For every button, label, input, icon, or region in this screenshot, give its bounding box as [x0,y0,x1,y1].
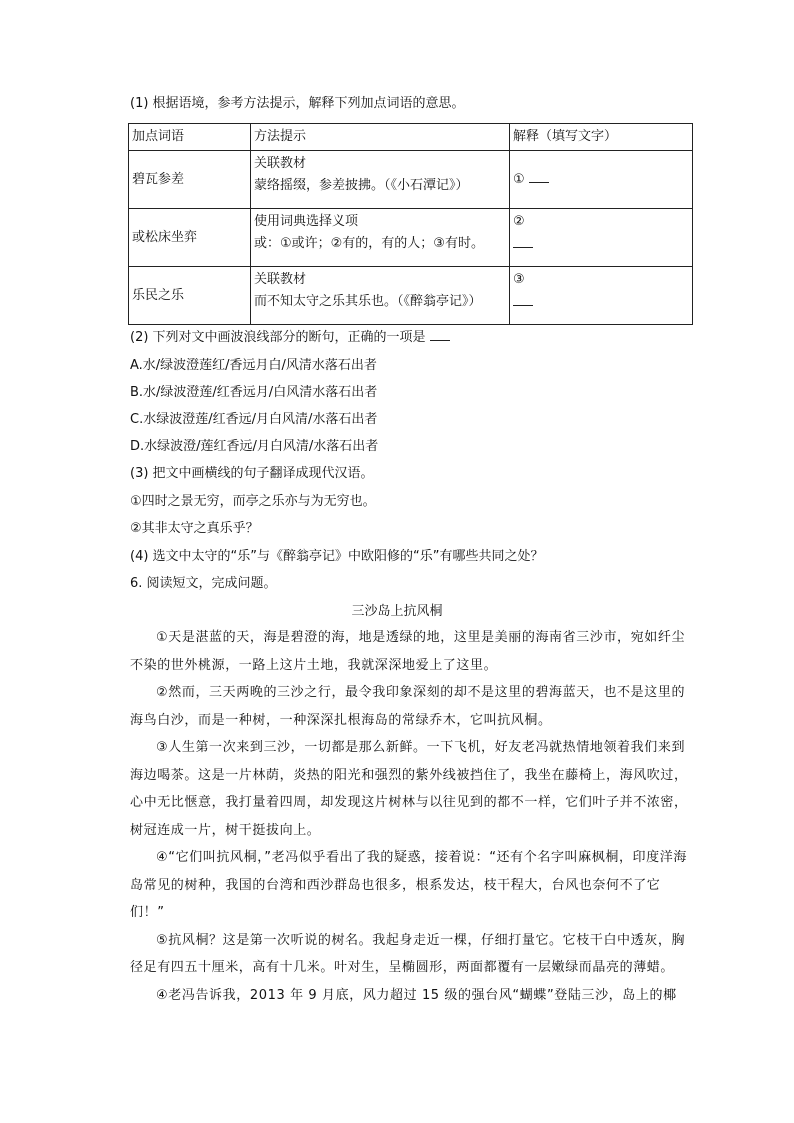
question-4-prompt: (4) 选文中太守的“乐”与《醉翁亭记》中欧阳修的“乐”有哪些共同之处？ [130,549,544,564]
answer-number: ① [513,171,525,187]
article-paragraph: ①天是湛蓝的天，海是碧澄的海，地是透绿的地，这里是美丽的海南省三沙市，宛如纤尘不染的世外桃源，一路上这片土地，我就深深地爱上了这里。 [130,630,686,673]
option-b: B.水/绿波澄莲/红香远月/白风清水落石出者 [130,385,378,400]
hint-example: 蒙络摇缀，参差披拂。（《小石潭记》） [254,178,469,193]
answer-number: ③ [513,272,525,287]
hint-method: 关联教材 [254,156,307,171]
table-hint-cell [251,151,510,209]
article-paragraph: ③人生第一次来到三沙，一切都是那么新鲜。一下飞机，好友老冯就热情地领着我们来到海边喝茶。这是一片林荫，炎热的阳光和强烈的紫外线被挡住了，我坐在藤椅上，海风吹过，心中无比惬意，我打量着四周，却发现这片树林与以往见到的都不一样，它们叶子并不浓密，树冠连成一片，树干挺拔向上。 [130,740,688,838]
answer-blank[interactable] [513,291,533,306]
word-explanation-table [128,123,693,325]
table-answer-cell[interactable] [510,267,693,325]
option-c: C.水绿波澄莲/红香远/月白风清/水落石出者 [130,412,378,427]
question-3-prompt: (3) 把文中画横线的句子翻译成现代汉语。 [130,466,374,481]
table-header-row [129,124,693,151]
option-a: A.水/绿波澄莲红/香远月白/风清水落石出者 [130,358,377,373]
table-header-cell: 加点词语 [129,124,251,151]
answer-number: ② [513,214,525,229]
table-word-cell: 或松床坐弈 [129,209,251,267]
table-hint-cell [251,267,510,325]
table-header-cell: 方法提示 [251,124,510,151]
table-row [129,151,693,209]
article-paragraph: ④老冯告诉我，2013 年 9 月底，风力超过 15 级的强台风“蝴蝶”登陆三沙，岛上的椰 [156,987,677,1003]
answer-blank[interactable] [513,233,533,248]
question-2-prompt [130,328,450,348]
article-title: 三沙岛上抗风桐 [351,604,443,619]
table-answer-cell[interactable] [510,209,693,267]
table-answer-cell[interactable] [510,151,693,209]
table-word-cell: 乐民之乐 [129,267,251,325]
table-word-cell: 碧瓦参差 [129,151,251,209]
question-2-text: (2) 下列对文中画波浪线部分的断句，正确的一项是 [130,330,426,345]
option-d: D.水绿波澄/莲红香远/月白风清/水落石出者 [130,439,379,454]
hint-method: 关联教材 [254,272,307,287]
hint-example: 而不知太守之乐其乐也。（《醉翁亭记》） [254,294,482,309]
table-header-cell: 解释（填写文字） [510,124,693,151]
hint-example: 或：①或许；②有的，有的人；③有时。 [254,236,484,251]
hint-method: 使用词典选择义项 [254,214,359,229]
table-row [129,209,693,267]
article-paragraph: ⑤抗风桐？这是第一次听说的树名。我起身走近一棵，仔细打量它。它枝干白中透灰，胸径足有四五十厘米，高有十几米。叶对生，呈椭圆形，两面都覆有一层嫩绿而晶亮的薄蜡。 [130,932,686,975]
question-6-heading: 6. 阅读短文，完成问题。 [130,576,277,591]
table-hint-cell [251,209,510,267]
article-paragraph: ②然而，三天两晚的三沙之行，最令我印象深刻的却不是这里的碧海蓝天，也不是这里的海鸟白沙，而是一种树，一种深深扎根海岛的常绿乔木，它叫抗风桐。 [130,685,686,728]
article-body [130,624,694,1009]
question-1-intro: (1) 根据语境，参考方法提示，解释下列加点词语的意思。 [130,96,465,111]
translation-item: ②其非太守之真乐乎？ [130,521,259,536]
table-row [129,267,693,325]
answer-blank[interactable] [529,170,549,183]
answer-blank[interactable] [430,328,450,341]
article-paragraph: ④“它们叫抗风桐，”老冯似乎看出了我的疑惑，接着说：“还有个名字叫麻枫桐，印度洋海岛常见的树种，我国的台湾和西沙群岛也很多，根系发达，枝干程大，台风也奈何不了它们！” [130,850,687,920]
translation-item: ①四时之景无穷，而亭之乐亦与为无穷也。 [130,494,376,509]
